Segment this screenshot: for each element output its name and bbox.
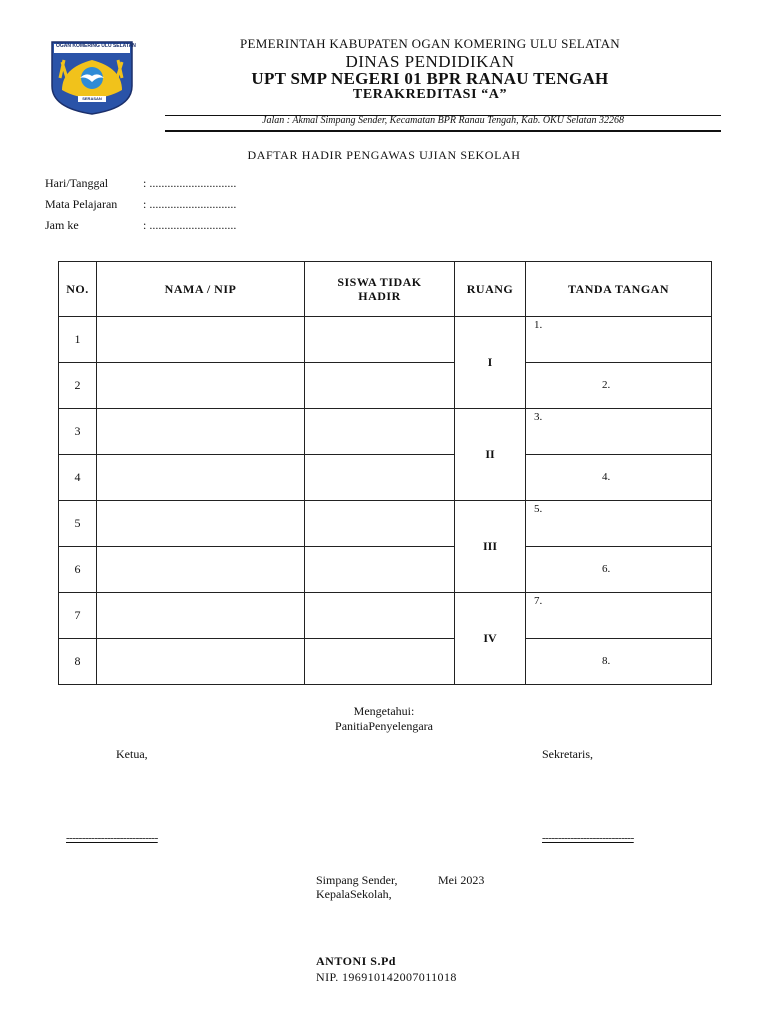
government-line: PEMERINTAH KABUPATEN OGAN KOMERING ULU SELATAN: [240, 36, 620, 51]
name-nip-cell: [97, 455, 305, 501]
principal-name: ANTONI S.Pd: [316, 954, 396, 968]
room-cell: I: [455, 317, 526, 409]
school-logo: [48, 38, 136, 116]
room-cell: II: [455, 409, 526, 501]
secretary-label: Sekretaris,: [542, 747, 593, 761]
absent-cell: [305, 547, 455, 593]
name-nip-cell: [97, 547, 305, 593]
room-cell: IV: [455, 593, 526, 685]
absent-cell: [305, 639, 455, 685]
absent-cell: [305, 501, 455, 547]
table-row: [59, 501, 712, 547]
name-nip-cell: [97, 501, 305, 547]
chair-label: Ketua,: [116, 747, 148, 761]
signature-cell: [526, 455, 712, 501]
signature-cell: [526, 547, 712, 593]
header-signature: TANDA TANGAN: [526, 262, 712, 317]
table-row: [59, 593, 712, 639]
acknowledged-label: Mengetahui:: [353, 704, 415, 718]
row-number: 2: [59, 363, 97, 409]
field-date: [45, 176, 236, 191]
row-number: 4: [59, 455, 97, 501]
table-row: [59, 409, 712, 455]
absent-cell: [305, 455, 455, 501]
field-value: : .............................: [143, 218, 237, 232]
table-row: [59, 639, 712, 685]
header-no: NO.: [59, 262, 97, 317]
signature-cell: [526, 363, 712, 409]
table-row: [59, 363, 712, 409]
signature-number: 2.: [602, 379, 611, 391]
field-subject: [45, 197, 236, 212]
absent-cell: [305, 317, 455, 363]
signature-number: 8.: [602, 655, 611, 667]
field-period: [45, 218, 236, 233]
field-value: : .............................: [143, 197, 237, 211]
signature-number: 6.: [602, 563, 611, 575]
row-number: 8: [59, 639, 97, 685]
signature-number: 7.: [534, 595, 543, 607]
name-nip-cell: [97, 409, 305, 455]
school-address: Jalan : Akmal Simpang Sender, Kecamatan BPR Ranau Tengah, Kab. OKU Selatan 32268: [262, 115, 624, 126]
school-name: UPT SMP NEGERI 01 BPR RANAU TENGAH: [251, 69, 609, 88]
header-absent-students: SISWA TIDAK HADIR: [305, 262, 455, 317]
header-room: RUANG: [455, 262, 526, 317]
signature-number: 5.: [534, 503, 543, 515]
logo-banner-text: SERASAN: [82, 96, 102, 101]
department-line: DINAS PENDIDIKAN: [345, 52, 515, 71]
absent-cell: [305, 409, 455, 455]
row-number: 7: [59, 593, 97, 639]
header-rule-bottom: [165, 130, 721, 132]
absent-cell: [305, 593, 455, 639]
field-label: Hari/Tanggal: [45, 176, 109, 190]
signature-number: 4.: [602, 471, 611, 483]
field-value: : .............................: [143, 176, 237, 190]
row-number: 3: [59, 409, 97, 455]
table-row: [59, 317, 712, 363]
table-row: [59, 455, 712, 501]
name-nip-cell: [97, 593, 305, 639]
attendance-table: [58, 261, 712, 685]
field-label: Mata Pelajaran: [45, 197, 118, 211]
signature-cell: [526, 317, 712, 363]
date-label: Mei 2023: [438, 873, 485, 887]
table-header-row: [59, 262, 712, 317]
signature-cell: [526, 593, 712, 639]
absent-cell: [305, 363, 455, 409]
principal-title: KepalaSekolah,: [316, 887, 392, 901]
signature-cell: [526, 409, 712, 455]
document-title: DAFTAR HADIR PENGAWAS UJIAN SEKOLAH: [247, 148, 521, 162]
row-number: 6: [59, 547, 97, 593]
logo-text: OGAN KOMERING ULU SELATAN: [56, 43, 136, 49]
name-nip-cell: [97, 317, 305, 363]
table-row: [59, 547, 712, 593]
row-number: 1: [59, 317, 97, 363]
name-nip-cell: [97, 639, 305, 685]
chair-signature-line: -----------------------------: [66, 832, 158, 844]
signature-cell: [526, 639, 712, 685]
secretary-signature-line: -----------------------------: [542, 832, 634, 844]
name-nip-cell: [97, 363, 305, 409]
place-label: Simpang Sender,: [316, 873, 398, 887]
header-name-nip: NAMA / NIP: [97, 262, 305, 317]
row-number: 5: [59, 501, 97, 547]
accreditation-line: TERAKREDITASI “A”: [352, 87, 508, 102]
signature-cell: [526, 501, 712, 547]
room-cell: III: [455, 501, 526, 593]
signature-number: 3.: [534, 411, 543, 423]
principal-nip: NIP. 196910142007011018: [316, 970, 457, 984]
oku-selatan-emblem-icon: [48, 38, 136, 116]
field-label: Jam ke: [45, 218, 79, 232]
committee-label: PanitiaPenyelengara: [335, 719, 433, 733]
signature-number: 1.: [534, 319, 543, 331]
